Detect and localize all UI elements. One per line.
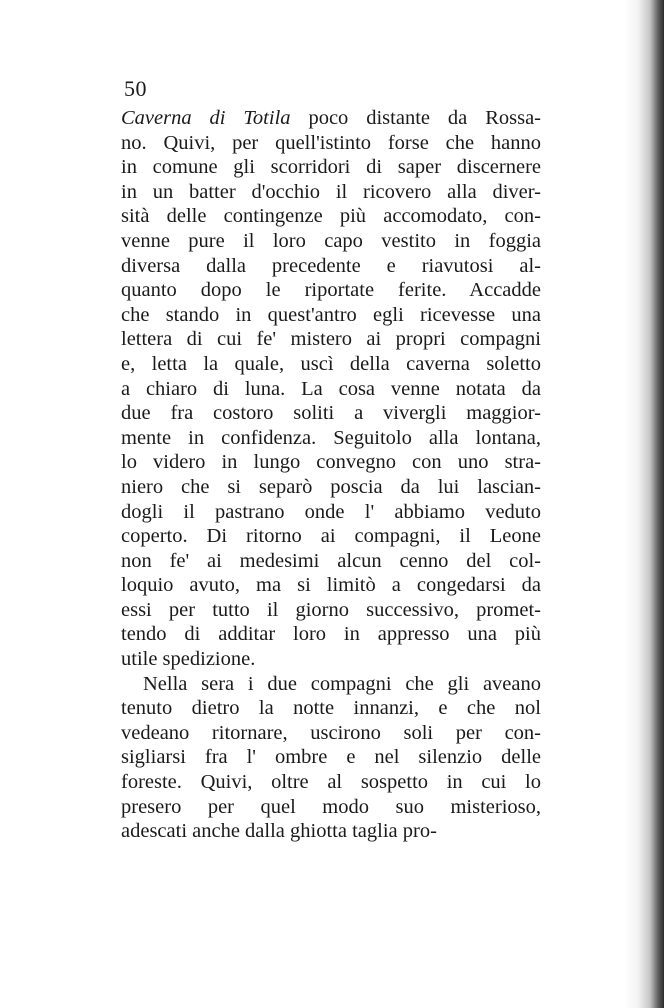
text-line: due fra costoro soliti a vivergli maggior- xyxy=(121,402,541,425)
text-line: coperto. Di ritorno ai compagni, il Leone xyxy=(121,525,541,548)
text-line: vedeano ritornare, uscirono soli per con- xyxy=(121,721,541,744)
text-line: no. Quivi, per quell'istinto forse che hanno xyxy=(121,131,541,154)
text-line: sigliarsi fra l' ombre e nel silenzio delle xyxy=(121,746,541,769)
text-line: dogli il pastrano onde l' abbiamo veduto xyxy=(121,500,541,523)
text-line: foreste. Quivi, oltre al sospetto in cui lo xyxy=(121,771,541,794)
text-line: Nella sera i due compagni che gli aveano xyxy=(143,672,541,695)
binding-gutter-shadow xyxy=(624,0,664,1008)
text-line: diversa dalla precedente e riavutosi al- xyxy=(121,254,541,277)
text-line: a chiaro di luna. La cosa venne notata da xyxy=(121,377,541,400)
text-line: non fe' ai medesimi alcun cenno del col- xyxy=(121,549,541,572)
text-line: essi per tutto il giorno successivo, promet- xyxy=(121,598,541,621)
italic-title: Caverna di Totila xyxy=(121,107,291,129)
paragraph xyxy=(121,672,541,844)
text-line: adescati anche dalla ghiotta taglia pro- xyxy=(121,820,437,843)
text-line: loquio avuto, ma si limitò a congedarsi da xyxy=(121,574,541,597)
text-line xyxy=(121,106,541,131)
text-line: presero per quel modo suo misterioso, xyxy=(121,795,541,818)
text-run: poco distante da Rossa- xyxy=(290,107,541,129)
text-line: utile spedizione. xyxy=(121,648,256,671)
text-line: tendo di additar loro in appresso una più xyxy=(121,623,541,646)
text-line: tenuto dietro la notte innanzi, e che nol xyxy=(121,697,541,720)
text-line: quanto dopo le riportate ferite. Accadde xyxy=(121,279,541,302)
body-text xyxy=(121,106,541,844)
text-line: in comune gli scorridori di saper discernere xyxy=(121,156,541,179)
paragraph xyxy=(121,106,541,672)
text-line: venne pure il loro capo vestito in foggia xyxy=(121,229,541,252)
text-line: e, letta la quale, uscì della caverna soletto xyxy=(121,352,541,375)
text-line: in un batter d'occhio il ricovero alla diver- xyxy=(121,180,541,203)
text-line: niero che si separò poscia da lui lascian- xyxy=(121,475,541,498)
text-line: sità delle contingenze più accomodato, con- xyxy=(121,205,541,228)
text-line: mente in confidenza. Seguitolo alla lontana, xyxy=(121,426,541,449)
text-line: che stando in quest'antro egli ricevesse una xyxy=(121,303,541,326)
text-line: lo videro in lungo convegno con uno stra- xyxy=(121,451,541,474)
text-line: lettera di cui fe' mistero ai propri compagni xyxy=(121,328,541,351)
page-number: 50 xyxy=(124,76,147,101)
